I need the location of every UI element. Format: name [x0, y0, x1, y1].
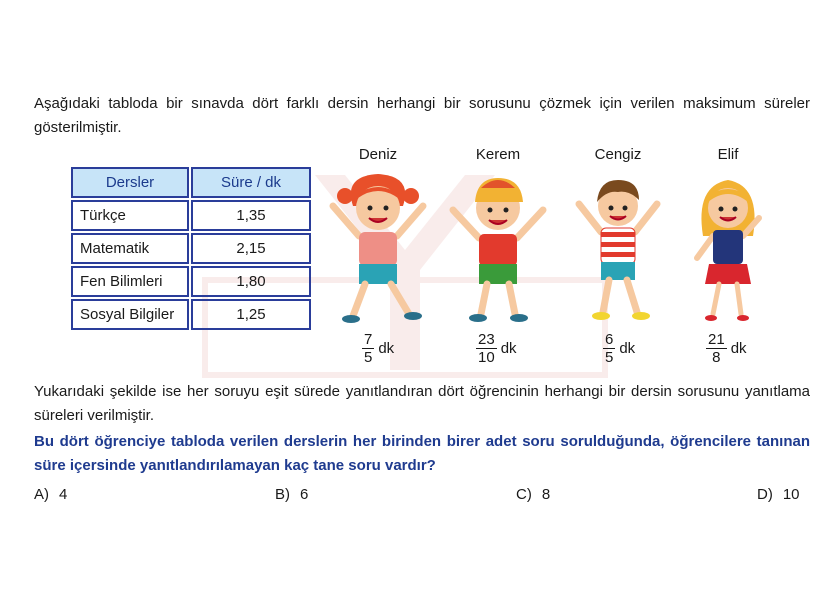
student-name: Deniz: [358, 146, 398, 163]
table-header-row: [71, 167, 311, 198]
table-row: [71, 266, 311, 297]
option-value: 8: [541, 486, 551, 503]
header-subjects: Dersler: [71, 167, 189, 198]
fraction-denominator: 5: [364, 349, 373, 366]
time-unit: dk: [500, 340, 517, 357]
fraction-numerator: 23: [478, 331, 495, 348]
subject-cell: Sosyal Bilgiler: [71, 299, 189, 330]
kerem-time: [476, 331, 517, 366]
time-unit: dk: [619, 340, 636, 357]
option-value: 6: [300, 486, 309, 503]
duration-table: [69, 165, 313, 332]
option-letter: D): [757, 486, 773, 503]
time-unit: dk: [730, 340, 747, 357]
fraction-denominator: 10: [478, 349, 495, 366]
time-cell: 2,15: [191, 233, 311, 264]
fraction-denominator: 5: [605, 349, 614, 366]
student-deniz: [323, 146, 433, 326]
elif-time: [706, 331, 747, 366]
fraction-numerator: 7: [364, 331, 373, 348]
student-elif: [673, 146, 783, 326]
time-cell: 1,80: [191, 266, 311, 297]
student-name: Elif: [717, 146, 739, 163]
girl-jumping-illustration: [323, 166, 433, 326]
subject-cell: Fen Bilimleri: [71, 266, 189, 297]
option-a[interactable]: [34, 486, 67, 503]
header-duration: Süre / dk: [191, 167, 311, 198]
table-row: [71, 200, 311, 231]
fraction-numerator: 21: [708, 331, 725, 348]
student-name: Kerem: [475, 146, 521, 163]
girl-blonde-jumping-illustration: [673, 166, 783, 326]
deniz-time: [362, 331, 394, 366]
option-d[interactable]: [757, 486, 800, 503]
fraction-numerator: 6: [605, 331, 614, 348]
student-kerem: [443, 146, 553, 326]
student-name: Cengiz: [594, 146, 642, 163]
fraction-denominator: 8: [712, 349, 721, 366]
student-cengiz: [563, 146, 673, 326]
intro-text: Aşağıdaki tabloda bir sınavda dört farklı dersin herhangi bir sorusunu çözmek için verilen maksimum süreler gösterilmiştir.: [34, 95, 810, 136]
description-text: Yukarıdaki şekilde ise her soruyu eşit sürede yanıtlandıran dört öğrencinin herhangi bir dersin sorusunu yanıtlama süreleri verilmiştir.: [34, 383, 810, 424]
boy-striped-jumping-illustration: [563, 166, 673, 326]
subject-cell: Matematik: [71, 233, 189, 264]
option-c[interactable]: [516, 486, 550, 503]
option-letter: C): [516, 486, 532, 503]
table-row: [71, 233, 311, 264]
subject-cell: Türkçe: [71, 200, 189, 231]
time-unit: dk: [378, 340, 395, 357]
option-letter: B): [275, 486, 290, 503]
cengiz-time: [603, 331, 635, 366]
option-b[interactable]: [275, 486, 308, 503]
option-value: 4: [59, 486, 68, 503]
time-cell: 1,25: [191, 299, 311, 330]
option-value: 10: [782, 486, 800, 503]
question-text: Bu dört öğrenciye tabloda verilen derslerin her birinden birer adet soru sorulduğunda, öğrencilere tanınan süre içersinde yanıtlandırılamayan kaç tane soru vardır?: [34, 433, 810, 474]
boy-cap-jumping-illustration: [443, 166, 553, 326]
option-letter: A): [34, 486, 49, 503]
table-row: [71, 299, 311, 330]
time-cell: 1,35: [191, 200, 311, 231]
